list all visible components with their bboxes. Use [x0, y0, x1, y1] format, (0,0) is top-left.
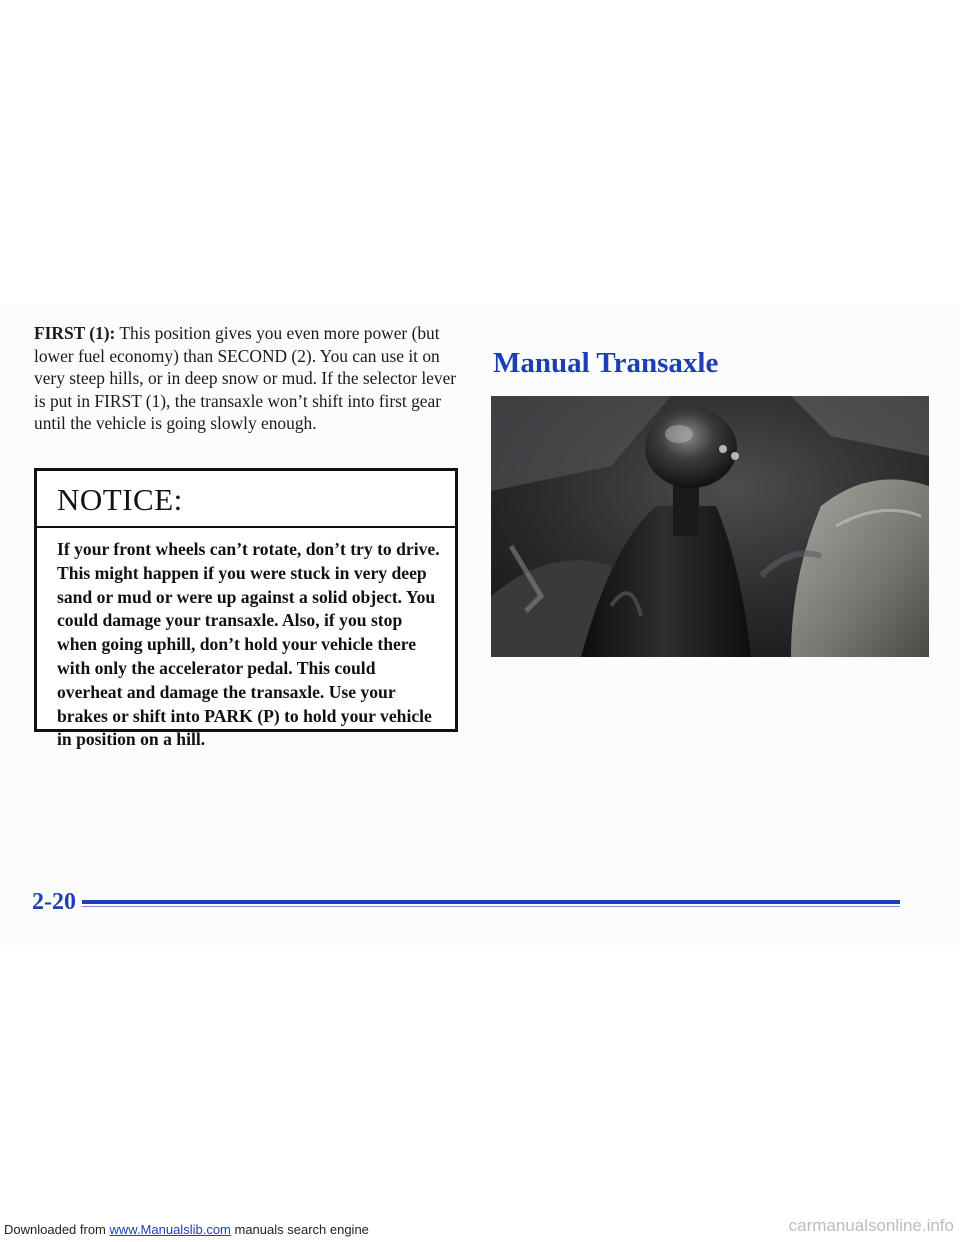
- first-gear-paragraph: [34, 322, 466, 435]
- footer-suffix: manuals search engine: [230, 1222, 369, 1237]
- section-title: Manual Transaxle: [493, 347, 719, 379]
- page-number: 2-20: [32, 889, 76, 915]
- page-rule: [82, 900, 900, 904]
- first-gear-lead: FIRST (1):: [34, 323, 116, 343]
- first-gear-text: This position gives you even more power (but lower fuel economy) than SECOND (2). You can use it on very steep hills, or in deep snow or mud. If the selector lever is put in FIRST (1), the transaxle won’t shift into first gear until the vehicle is going slowly enough.: [34, 323, 457, 434]
- manual-shift-lever-photo: [491, 396, 929, 657]
- notice-body: If your front wheels can’t rotate, don’t try to drive. This might happen if you were stuck in very deep sand or mud or were up against a solid object. You could damage your transaxle. Also, if you stop when going uphill, don’t hold your vehicle there with only the accelerator pedal. This could overheat and damage the transaxle. Use your brakes or shift into PARK (P) to hold your vehicle in position on a hill.: [57, 539, 440, 750]
- shift-lever-image: [491, 396, 929, 657]
- watermark-text: carmanualsonline.info: [788, 1216, 954, 1235]
- manualslib-link[interactable]: www.Manualslib.com: [109, 1222, 231, 1237]
- footer-prefix: Downloaded from: [4, 1222, 110, 1237]
- left-column: [34, 322, 466, 435]
- page-rule-thin: [82, 906, 900, 907]
- notice-box: [34, 468, 458, 750]
- notice-heading: NOTICE:: [37, 471, 455, 528]
- download-footer: [4, 1222, 369, 1238]
